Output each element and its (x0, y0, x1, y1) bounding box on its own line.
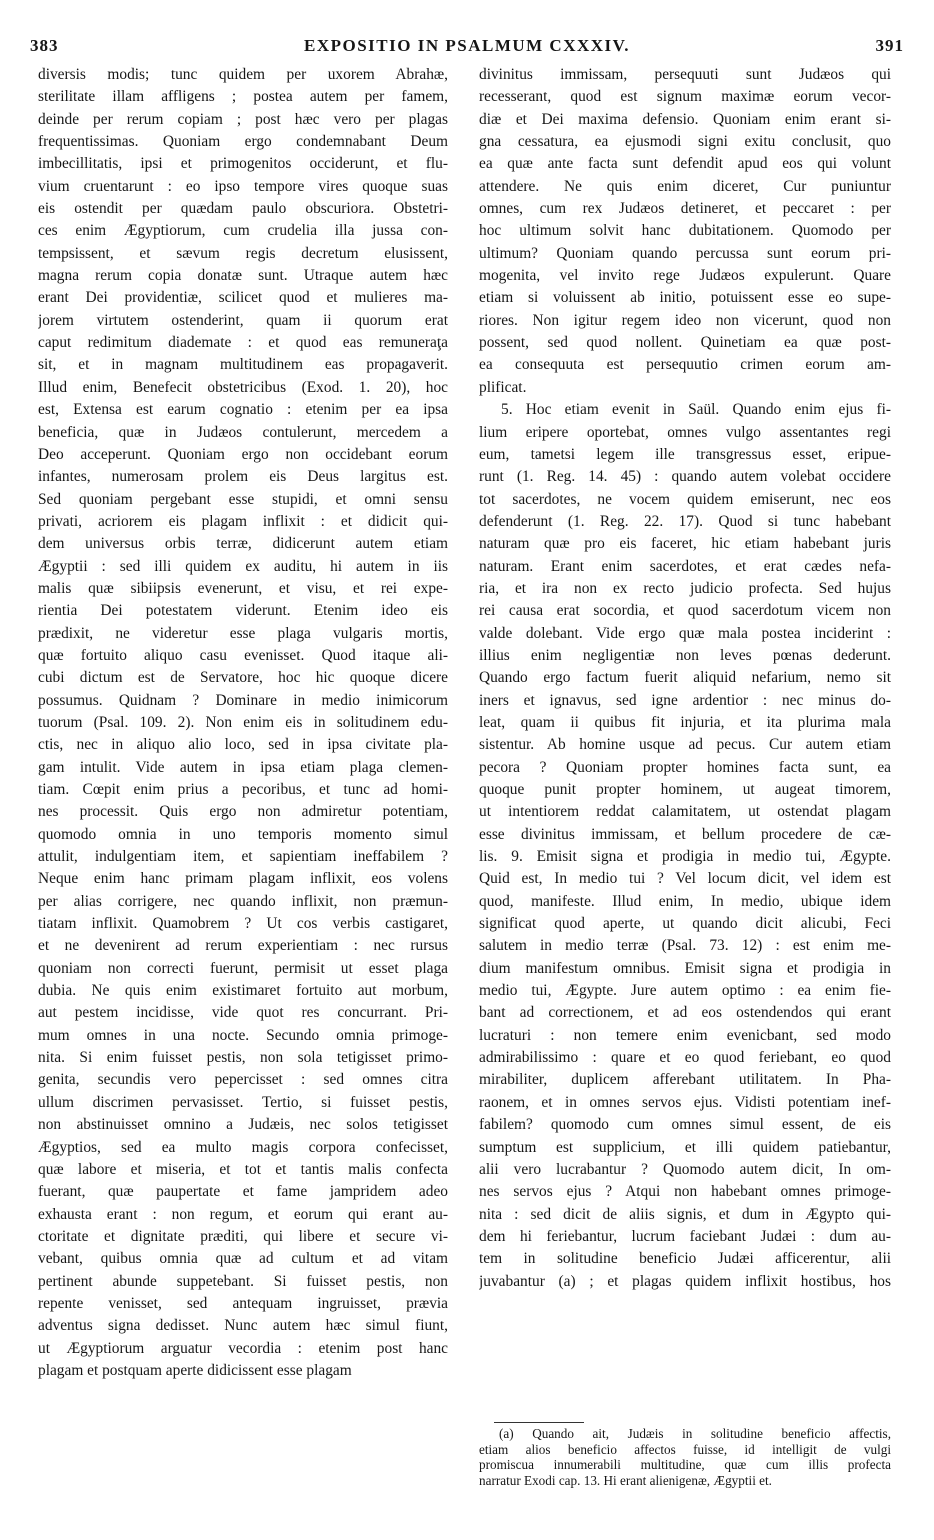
left-column-line: Neque enim hanc primam plagam inflixit, eos volens (38, 870, 448, 888)
right-column-line: defenderunt (1. Reg. 22. 17). Quod si tunc habebant (479, 512, 891, 530)
right-column-line: valde dolebant. Vide ergo quæ mala postea inciderint : (479, 624, 891, 642)
right-column-line: ea quæ ante facta sunt defendit apud eos qui volunt (479, 155, 891, 173)
right-column-line: tem in solitudine beneficio Judæi afficerentur, alii (479, 1250, 891, 1268)
right-column-line: lium eripere oportebat, omnes vulgo assentantes regi (479, 423, 891, 441)
left-column-line: ces enim Ægyptiorum, cum crudelia illa jussa con- (38, 222, 448, 240)
left-column-line: vebant, quibus omnia quæ ad cultum et ad vitam (38, 1250, 448, 1268)
left-column-line: sterilitate illam affligens ; postea autem per famem, (38, 88, 448, 106)
left-column-line: possumus. Quidnam ? Dominare in medio inimicorum (38, 691, 448, 709)
left-column-line: plagam et postquam aperte didicissent esse plagam (38, 1361, 352, 1379)
left-column-line: pertinent abunde suppetebant. Si fuisset pestis, non (38, 1272, 448, 1290)
left-column-line: Illud enim, Benefecit obstetricibus (Exod. 1. 20), hoc (38, 378, 448, 396)
left-column-line: repente venisset, sed antequam ingruisset, prævia (38, 1294, 448, 1312)
right-column-line: rei causa erat socordia, et quod sacerdotum vicem non (479, 602, 891, 620)
footnote (479, 1426, 891, 1488)
left-column-line: privati, acriorem eis plagam inflixit : et didicit qui- (38, 512, 448, 530)
right-column-line: eum, tametsi legem ille transgressus esset, eripue- (479, 445, 891, 463)
left-column-line: adventus signa dedisset. Nunc autem hæc simul fiunt, (38, 1317, 448, 1335)
left-column-line: erant Dei providentiæ, scilicet quod et mulieres ma- (38, 289, 448, 307)
left-column-line: eis ostendit per quædam paulo obscuriora. Obstetri- (38, 200, 448, 218)
right-column-line: Quid est, In medio tui ? Vel locum dicit, vel idem est (479, 870, 891, 888)
right-column-line: juvabantur (a) ; et plagas quidem inflixit hostibus, hos (479, 1272, 891, 1290)
right-column-line: medio tui, Ægypte. Jure autem optimo : ea enim fie- (479, 982, 891, 1000)
right-column-line: naturam quæ pro eis faceret, hic etiam habebant juris (479, 535, 891, 553)
left-column-line: dem universus orbis terræ, didicerunt autem etiam (38, 535, 448, 553)
left-column-line: tiam. Cœpit enim prius a pecoribus, et tunc ad homi- (38, 781, 448, 798)
right-column-line: runt (1. Reg. 14. 45) : quando autem volebat occidere (479, 468, 891, 486)
left-column-line: infantes, numerosam prolem eis Deus largitus est. (38, 468, 448, 486)
right-column-line: mirabiliter, duplicem afferebant utilitatem. In Pha- (479, 1071, 891, 1089)
right-column-line: recesserant, quod est signum maximæ eorum vecor- (479, 88, 891, 106)
right-column-line: alii vero lucrabantur ? Quomodo autem dicit, In om- (479, 1160, 891, 1178)
page-number-right: 391 (875, 36, 904, 55)
left-column-line: caput redimitum diademate : et quod eas remuneraţa (38, 334, 448, 352)
right-text-column (479, 64, 891, 1293)
right-column-line: admirabilissimo : quare et eo quod feriebant, eo quod (479, 1049, 891, 1067)
left-column-line: tiatam inflixit. Quamobrem ? Ut cos verbis castigaret, (38, 915, 448, 933)
left-column-line: sit, et in magnam multitudinem eas propagaverit. (38, 356, 448, 374)
left-column-line: diversis modis; tunc quidem per uxorem Abrahæ, (38, 66, 448, 83)
left-column-line: Deo acceperunt. Quoniam ergo non occidebant eorum (38, 445, 448, 463)
right-column-line: iners et ignavus, sed igne ardentior : nec minus do- (479, 691, 891, 709)
right-column-line: naturam. Erant enim sacerdotes, et erat cædes nefa- (479, 557, 891, 575)
right-column-line: raonem, et in omnes servos ejus. Vidisti potentiam inef- (479, 1093, 891, 1111)
left-column-line: cubi dictum est de Servatore, hoc hic quoque dicere (38, 669, 448, 687)
left-column-line: Sed quoniam pergebant esse stupidi, et omni sensu (38, 490, 448, 508)
left-column-line: quomodo omnia in uno temporis momento simul (38, 825, 448, 843)
left-column-line: gam intulit. Vide autem in ipsa etiam plaga clemen- (38, 758, 448, 776)
right-column-line: possent, sed quod nollent. Quinetiam ea quæ post- (479, 334, 891, 352)
right-column-line: gna cessatura, ea ejusmodi signi exitu conclusit, quo (479, 133, 891, 151)
right-column-line: salutem in medio terræ (Psal. 73. 12) : est enim me- (479, 937, 891, 955)
left-column-line: per alias corrigere, nec quando inflixit, non præmun- (38, 892, 448, 910)
right-column-line: quod, manifeste. Illud enim, In medio, ubique idem (479, 892, 891, 910)
left-column-line: frequentissimas. Quoniam ergo condemnabant Deum (38, 133, 448, 151)
left-column-line: magna rerum copia donatæ sunt. Utraque autem hæc (38, 267, 448, 285)
footnote-rule (494, 1422, 584, 1423)
right-column-line: 5. Hoc etiam evenit in Saül. Quando enim ejus fi- (501, 401, 891, 419)
footnote-line: narratur Exodi cap. 13. Hi erant alienigenæ, Ægyptii et. (479, 1472, 772, 1488)
right-column-line: lis. 9. Emisit signa et prodigia in medio tui, Ægypte. (479, 848, 891, 866)
right-column-line: sumptum est supplicium, et illi quidem patiebantur, (479, 1138, 891, 1156)
right-column-line: leat, quam ii quibus fit injuria, et ita plurima mala (479, 713, 891, 731)
right-column-line: quoque punit propter hominem, ut augeat timorem, (479, 781, 891, 798)
right-column-line: dem hi feriebantur, lucrum faciebant Judæi : dum au- (479, 1227, 891, 1245)
right-column-line: omnes, cum rex Judæos detineret, et peccaret : per (479, 200, 891, 218)
left-column-line: imbecillitatis, ipsi et primogenitos occiderunt, et flu- (38, 155, 448, 173)
right-column-line: hoc ultimum solvit hanc dubitationem. Quomodo per (479, 222, 891, 240)
right-column-line: dium manifestum omnibus. Emisit signa et prodigia in (479, 959, 891, 977)
left-column-line: beneficia, quæ in Judæos contulerunt, mercedem a (38, 423, 448, 441)
right-column-line: illius enim negligentiæ non leves pœnas dederunt. (479, 646, 891, 664)
right-column-line: nes servos ejus ? Atqui non habebant omnes primoge- (479, 1183, 891, 1201)
left-column-line: genita, secundis vero pepercisset : sed omnes citra (38, 1071, 448, 1089)
right-column-line: mogenita, vel invito rege Judæos expulerunt. Quare (479, 267, 891, 285)
right-column-line: divinitus immissam, persequuti sunt Judæos qui (479, 66, 891, 83)
right-column-line: attendere. Ne quis enim diceret, Cur puniuntur (479, 177, 891, 195)
left-column-line: et ne devenirent ad rerum experientiam : nec rursus (38, 937, 448, 955)
left-column-line: quæ labore et miseria, et tot et tantis malis confecta (38, 1160, 448, 1178)
left-column-line: dubia. Ne quis enim existimaret fortuito aut morbum, (38, 982, 448, 1000)
left-column-line: quæ fortuito aliquo casu evenisset. Quod itaque ali- (38, 646, 448, 664)
left-column-line: attulit, indulgentiam item, et sapientiam ineffabilem ? (38, 848, 448, 866)
left-column-line: tuorum (Psal. 109. 2). Non enim eis in solitudinem edu- (38, 713, 448, 731)
left-column-line: mum omnes in una nocte. Secundo omnia primoge- (38, 1026, 448, 1044)
right-column-line: ut intentiorem reddat calamitatem, ut ostendat plagam (479, 803, 891, 821)
footnote-line: promiscua innumerabili multitudine, quæ cum illis profecta (479, 1457, 891, 1472)
left-column-line: jorem virtutem ostenderint, quam ii quorum erat (38, 311, 448, 329)
left-column-line: nes processit. Quis ergo non admiretur potentiam, (38, 803, 448, 821)
right-column-line: significat quod aperte, ut quando dicit alicubi, Feci (479, 915, 891, 933)
left-column-line: tempsissent, et sævum regis decretum elusissent, (38, 244, 448, 262)
right-column-line: ultimum? Quoniam quando percussa sunt eorum pri- (479, 244, 891, 262)
right-column-line: esse divinitus immissam, et bellum procedere de cæ- (479, 825, 891, 843)
left-column-line: fuerant, quæ paupertate et fame jampridem adeo (38, 1183, 448, 1201)
right-column-line: ria, et ira non ex recto judicio profecta. Sed hujus (479, 579, 891, 597)
right-column-line: plificat. (479, 378, 527, 396)
left-column-line: aut pestem incidisse, vide quot res concurrant. Pri- (38, 1004, 448, 1022)
right-column-line: Quando ergo factum fuerit aliquid nefarium, nemo sit (479, 669, 891, 687)
left-column-line: rientia Dei potestatem viderunt. Etenim ideo eis (38, 602, 448, 620)
right-column-line: pecora ? Quoniam propter homines facta sunt, ea (479, 758, 891, 776)
right-column-line: bant ad correctionem, et ad eos ostendendos qui erant (479, 1004, 891, 1022)
footnote-line: etiam alios beneficio affectos fuisse, id intelligit de vulgi (479, 1441, 891, 1457)
left-column-line: Ægyptii : sed illi quidem ex auditu, hi autem in iis (38, 557, 448, 575)
right-column-line: diæ et Dei maxima defensio. Quoniam enim erant si- (479, 110, 891, 128)
left-column-line: ullum discrimen pervasisset. Tertio, si fuisset pestis, (38, 1093, 448, 1111)
right-column-line: etiam si voluissent ab initio, potuissent esse eo supe- (479, 289, 891, 307)
right-column-line: nita : sed dicit de aliis signis, et dum in Ægypto qui- (479, 1205, 891, 1223)
left-column-line: ctis, nec in aliquo alio loco, sed in ipsa civitate pla- (38, 736, 448, 754)
running-title: EXPOSITIO IN PSALMUM CXXXIV. (304, 36, 630, 55)
right-column-line: lucraturi : non temere enim evenicbant, sed modo (479, 1026, 891, 1044)
left-column-line: vium cruentarunt : eo ipso tempore vires quoque suas (38, 177, 448, 195)
right-column-line: fabilem? quomodo cum omnes simul essent, de eis (479, 1116, 891, 1134)
left-column-line: ut Ægyptiorum arguatur vecordia : etenim post hanc (38, 1339, 448, 1357)
left-column-line: deinde per rerum copiam ; post hæc vero per plagas (38, 110, 448, 128)
right-column-line: ea consequuta est persequutio crimen eorum am- (479, 356, 891, 374)
left-column-line: malis quæ sibiipsis evenerunt, et visu, et rei expe- (38, 579, 448, 597)
left-column-line: est, Extensa est earum cognatio : etenim per ea ipsa (38, 401, 448, 419)
left-text-column (38, 64, 448, 1382)
running-header (30, 36, 904, 60)
footnote-line: (a) Quando ait, Judæis in solitudine beneficio affectis, (499, 1426, 891, 1441)
right-column-line: riores. Non igitur regem ideo non vicerunt, quod non (479, 311, 891, 329)
left-column-line: exhausta erant : non regum, et eorum qui erant au- (38, 1205, 448, 1223)
left-column-line: prædixit, ne videretur esse plaga vulgaris mortis, (38, 624, 448, 642)
right-column-line: sistentur. Ab homine usque ad pecus. Cur autem etiam (479, 736, 891, 754)
left-column-line: quoniam non correcti fuerunt, permisit ut esset plaga (38, 959, 448, 977)
left-column-line: Ægyptios, sed ea multo magis corpora confecisset, (38, 1138, 448, 1156)
left-column-line: nita. Si enim fuisset pestis, non sola tetigisset primo- (38, 1049, 448, 1067)
left-column-line: non abstinuisset omnino a Judæis, nec solos tetigisset (38, 1116, 448, 1134)
right-column-line: tot sacerdotes, ne vocem quidem emiserunt, nec eos (479, 490, 891, 508)
left-column-line: ctoritate et dignitate præditi, qui libere et secure vi- (38, 1227, 448, 1245)
page-number-left: 383 (30, 36, 59, 55)
